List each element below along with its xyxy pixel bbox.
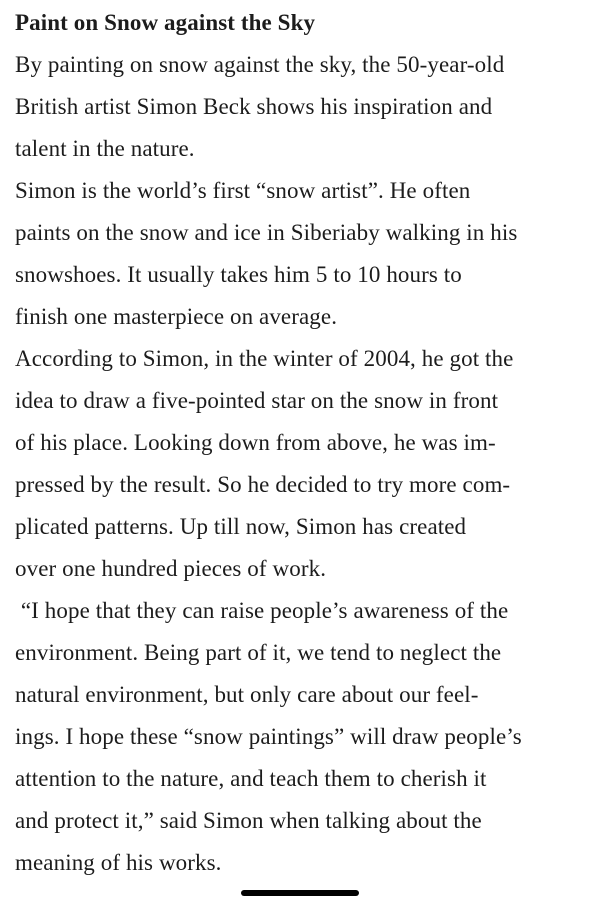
home-indicator[interactable]: [241, 890, 359, 896]
text-line: over one hundred pieces of work.: [15, 556, 327, 581]
text-line: environment. Being part of it, we tend to neglect the: [15, 640, 502, 665]
text-line: and protect it,” said Simon when talking about the: [15, 808, 482, 833]
article-title: Paint on Snow against the Sky: [15, 10, 316, 35]
text-line: “I hope that they can raise people’s awareness of the: [15, 598, 509, 623]
text-line: natural environment, but only care about our feel-: [15, 682, 479, 707]
paragraph: [15, 170, 590, 338]
paragraph: [15, 590, 590, 884]
text-line: By painting on snow against the sky, the 50-year-old: [15, 52, 505, 77]
text-line: paints on the snow and ice in Siberiaby walking in his: [15, 220, 518, 245]
text-line: talent in the nature.: [15, 136, 195, 161]
text-line: Simon is the world’s first “snow artist”. He often: [15, 178, 471, 203]
text-line: According to Simon, in the winter of 2004, he got the: [15, 346, 514, 371]
paragraph: [15, 44, 590, 170]
text-line: British artist Simon Beck shows his inspiration and: [15, 94, 493, 119]
text-line: plicated patterns. Up till now, Simon has created: [15, 514, 467, 539]
text-line: pressed by the result. So he decided to try more com-: [15, 472, 511, 497]
text-line: of his place. Looking down from above, he was im-: [15, 430, 496, 455]
text-line: finish one masterpiece on average.: [15, 304, 338, 329]
paragraph: [15, 338, 590, 590]
text-line: idea to draw a five-pointed star on the snow in front: [15, 388, 499, 413]
text-line: snowshoes. It usually takes him 5 to 10 hours to: [15, 262, 462, 287]
text-line: ings. I hope these “snow paintings” will draw people’s: [15, 724, 522, 749]
text-line: meaning of his works.: [15, 850, 222, 875]
text-line: attention to the nature, and teach them to cherish it: [15, 766, 487, 791]
